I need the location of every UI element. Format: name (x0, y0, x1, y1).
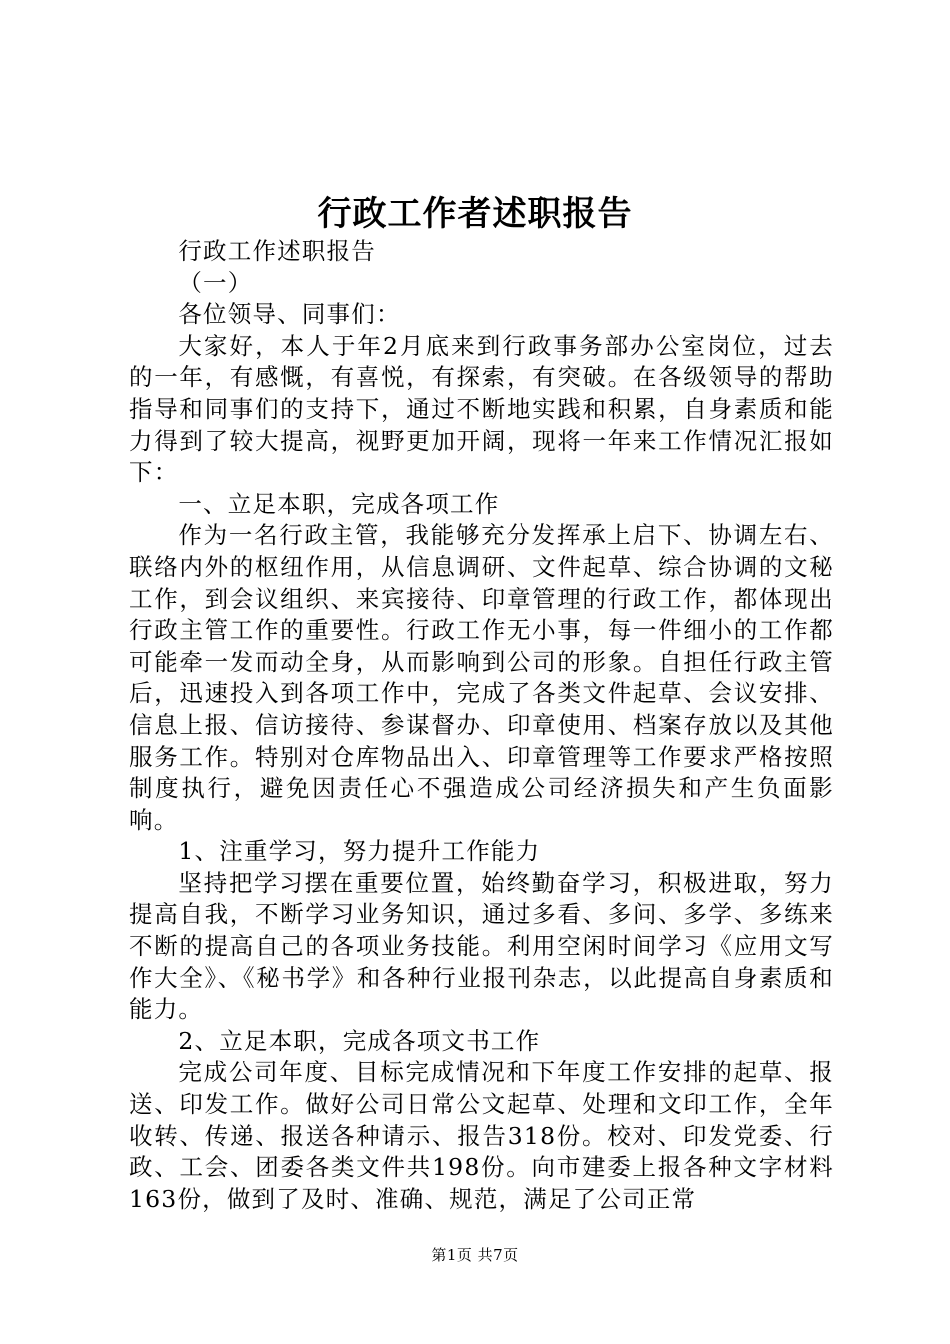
heading-section-1: 一、立足本职，完成各项工作 (178, 489, 500, 518)
paragraph-item-2: 完成公司年度、目标完成情况和下年度工作安排的起草、报送、印发工作。做好公司日常公文起草、处理和文印工作，全年收转、传递、报送各种请示、报告318份。校对、印发党委、行政、工会、团委各类文件共198份。向市建委上报各种文字材料163份，做到了及时、准确、规范，满足了公司正常 (129, 1058, 834, 1213)
paragraph-section-1: 作为一名行政主管，我能够充分发挥承上启下、协调左右、联络内外的枢纽作用，从信息调研、文件起草、综合协调的文秘工作，到会议组织、来宾接待、印章管理的行政工作，都体现出行政主管工作的重要性。行政工作无小事，每一件细小的工作都可能牵一发而动全身，从而影响到公司的形象。自担任行政主管后，迅速投入到各项工作中，完成了各类文件起草、会议安排、信息上报、信访接待、参谋督办、印章使用、档案存放以及其他服务工作。特别对仓库物品出入、印章管理等工作要求严格按照制度执行，避免因责任心不强造成公司经济损失和产生负面影响。 (129, 521, 834, 834)
paragraph-item-1: 坚持把学习摆在重要位置，始终勤奋学习，积极进取，努力提高自我，不断学习业务知识，通过多看、多问、多学、多练来不断的提高自己的各项业务技能。利用空闲时间学习《应用文写作大全》、《秘书学》和各种行业报刊杂志，以此提高自身素质和能力。 (129, 868, 834, 1024)
document-title: 行政工作者述职报告 (317, 194, 633, 234)
heading-item-1: 1、注重学习，努力提升工作能力 (178, 837, 541, 866)
subtitle-line: 行政工作述职报告 (178, 237, 376, 265)
heading-item-2: 2、立足本职，完成各项文书工作 (178, 1026, 541, 1055)
page-footer: 第1页 共7页 (431, 1246, 519, 1264)
document-body (129, 236, 834, 1215)
intro-paragraph: 大家好，本人于年2月底来到行政事务部办公室岗位，过去的一年，有感慨，有喜悦，有探索，有突破。在各级领导的帮助指导和同事们的支持下，通过不断地实践和积累，自身素质和能力得到了较大提高，视野更加开阔，现将一年来工作情况汇报如下： (129, 331, 834, 487)
salutation-line: 各位领导、同事们： (178, 300, 401, 329)
section-number-line: （一） (178, 268, 253, 297)
